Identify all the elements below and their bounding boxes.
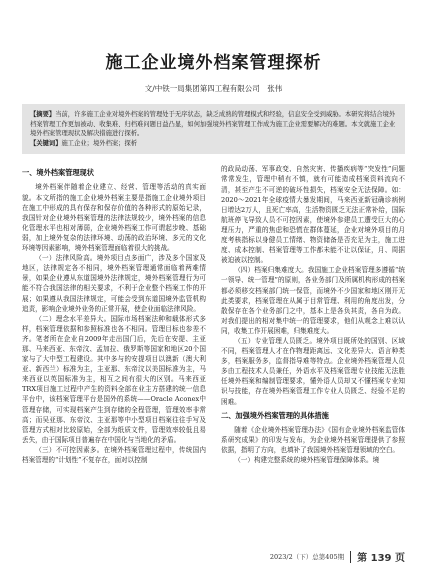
abstract-text: 当前，许多施工企业对境外档案的管理处于无序状态，缺乏成熟的管理模式和经验，信息安全受到威胁。本研究将结合境外档案管理工作更加被动、收集难、归档难问题日益凸显，如何加强境外档案管理工作成为施工企业需要解决的难题。本文就施工企业境外档案管理现状及解决措施进行探析。 — [30, 111, 396, 138]
paragraph-lead: （三）不可控因素多。 — [35, 445, 104, 454]
page-number: 第 139 页 — [357, 553, 405, 564]
right-column — [221, 164, 405, 465]
keywords-text: 施工企业；境外档案；探析 — [61, 139, 138, 147]
paragraph-body: 境 — [372, 456, 380, 464]
paragraph — [221, 336, 405, 407]
abstract-box — [22, 104, 405, 154]
paragraph-lead: （五）专业管理人员匮乏。 — [234, 336, 317, 345]
issue-info: 2023/2（下）总第405期 — [269, 553, 345, 561]
paragraph-body: 境外项目点多面广，涉及多个国家及地区，法律规定各不相同，境外档案管理通常面临着两难情景，如果企业遵从东道国境外法律规定，境外档案管理行为可能不符合我国法律的相关要求，不利于企业整个档案工作的开展；如果遵从我国法律规定，可能会受到东道国境外监管机构追责，影响企业境外业务的正常开展，使企业面临法律风险。 — [22, 254, 207, 313]
paragraph-body: 国际市场档案法种和载体形式多样，档案管理依据和参照标准也各不相同。管理目标也参差不齐。笔者所在企业自2009年走出国门后，先后在安提、主亚那、马来西亚、东帝汶、孟加拉、俄罗斯等国家和地区20个国家与了大中型工程建设。其中多与的安提项目以澳新（澳大利亚、新西兰）标准为主，主亚那、东帝汶以美国标准为主，马来西亚以英国标准为主，相互之间有很大的区别。马来西亚TRX项目施工过程中产生的资料全部在业主方搭建的统一信息平台中，该档案管理平台是国外的系统——Oracle Aconex中管理存储，可实现档案产生到存储的全程管理，管理效率非常高；而吴亚那、东帝汶、主亚那等中小型项目档案往往手写及管理方式相对比较原始，全部为纸质文件，管理效率较低且易丢失，由于国际项目普遍存在中国化与当地化的矛盾。 — [22, 314, 207, 444]
paragraph-lead: （四）档案归集难度大。 — [234, 266, 308, 275]
paragraph: 境外档案伴随着企业建立、经营、管理等活动的真实面貌。本文所指的施工企业境外档案主要是指施工企业境外项目在施工中形成的具有保存和保存价值的各种形式的原始记录，我国针对企业境外档案管理的法律法规较少，境外档案的信息化管理水平也相对薄弱，企业境外档案工作可谓起步晚、基础弱，加上境外复杂的法律环境、动荡的政治环境、多元的文化环境等因素影响，境外档案管理面临着很大的挑战。 — [22, 183, 206, 253]
left-column — [22, 164, 206, 465]
abstract-block — [30, 110, 397, 139]
keywords-block — [30, 139, 397, 149]
page-footer — [270, 549, 405, 564]
paragraph: 的政局动荡、军事政变、自然灾害、传播疾病等“突发性”问题常常发生，管理中稍有不慎，就有可能造成档案资料流向不清，甚至产生不可逆的破坏性损失，档案安全无法保障。如：2020～2021年全球疫情大暴发期间，马来西亚新冠确诊病例日增达2万人，且死亡率高，生活物资匮乏无法正常补给，国际航班停飞导致人员不可控因素，使境外参建员工遭受巨大的心理压力，严重的焦虑和恐慌在群体蔓延，企业对境外项目的月度考核指标以身健员工情绪、物资储备是否充足为主，施工进度、成本控制、档案管理等工作都未能不让以保证，月、周据被迫被以控制。 — [221, 165, 405, 265]
article-title: 施工企业境外档案管理探析 — [105, 53, 322, 73]
document-page — [22, 14, 405, 564]
paragraph — [221, 265, 405, 336]
paragraph-lead: （一）法律风险高。 — [35, 254, 97, 263]
section-heading-1: 一、境外档案管理现状 — [22, 168, 94, 178]
abstract-label: 【摘要】 — [30, 111, 56, 118]
paragraph-lead: （一）构建完整系统的境外档案管理保障体系。 — [234, 456, 373, 464]
paragraph-body: 境外项目既所处的国别、区域不同，档案管理人才在作物理距离远、文化差异大、语言种类多，档案服务多，监督指导难等特点。企业境外档案管理人员多由工程技术人员兼任，外语水平及档案管理专业技能无法胜任境外档案和编制管理要求，懂外语人员却又不懂档案专业知识与技能，存在境外档案管理工作专业人员匮乏、经验不足的困难。 — [221, 336, 405, 406]
body-columns — [22, 164, 405, 465]
paragraph — [22, 445, 206, 465]
paragraph — [221, 455, 405, 465]
keywords-label: 【关键词】 — [30, 139, 62, 147]
paragraph — [22, 314, 206, 445]
paragraph: 随着《企业境外档案管理办法》《国有企业境外档案监管体系研究成果》的印发与发布，为企业境外档案管理提供了参照依据，指明了方向，也填补了我国境外档案管理领域的空白。 — [221, 425, 405, 454]
section-heading-2: 二、加强境外档案管理的具体措施 — [221, 410, 329, 420]
paragraph-body: 在境外档案管理过程中，传统国内档案管理的“计划性”不复存在，面对以控制 — [22, 445, 207, 464]
paragraph-body: 我国施工企业档案管理多遵循“统一领导、统一管理”的原则，各业务部门及所属机构形成的档案都必须移交档案部门统一保管，而境外不少国家和地区刚开无此类要求，档案管理在从属于目常管理、利用的角度出发，分散保存在各个业务部门之中，基本上是各负其责，各自为政。对我们提出的相对集中统一的管理要求，他们从观念上难以认同，收集工作开展困难，归集难度大。 — [221, 266, 406, 335]
footer-divider — [350, 551, 351, 563]
article-author: 文/中铁一局集团第四工程有限公司 张伟 — [144, 84, 283, 93]
paragraph — [22, 253, 206, 314]
paragraph-lead: （二）理念水平差异大。 — [35, 314, 111, 323]
